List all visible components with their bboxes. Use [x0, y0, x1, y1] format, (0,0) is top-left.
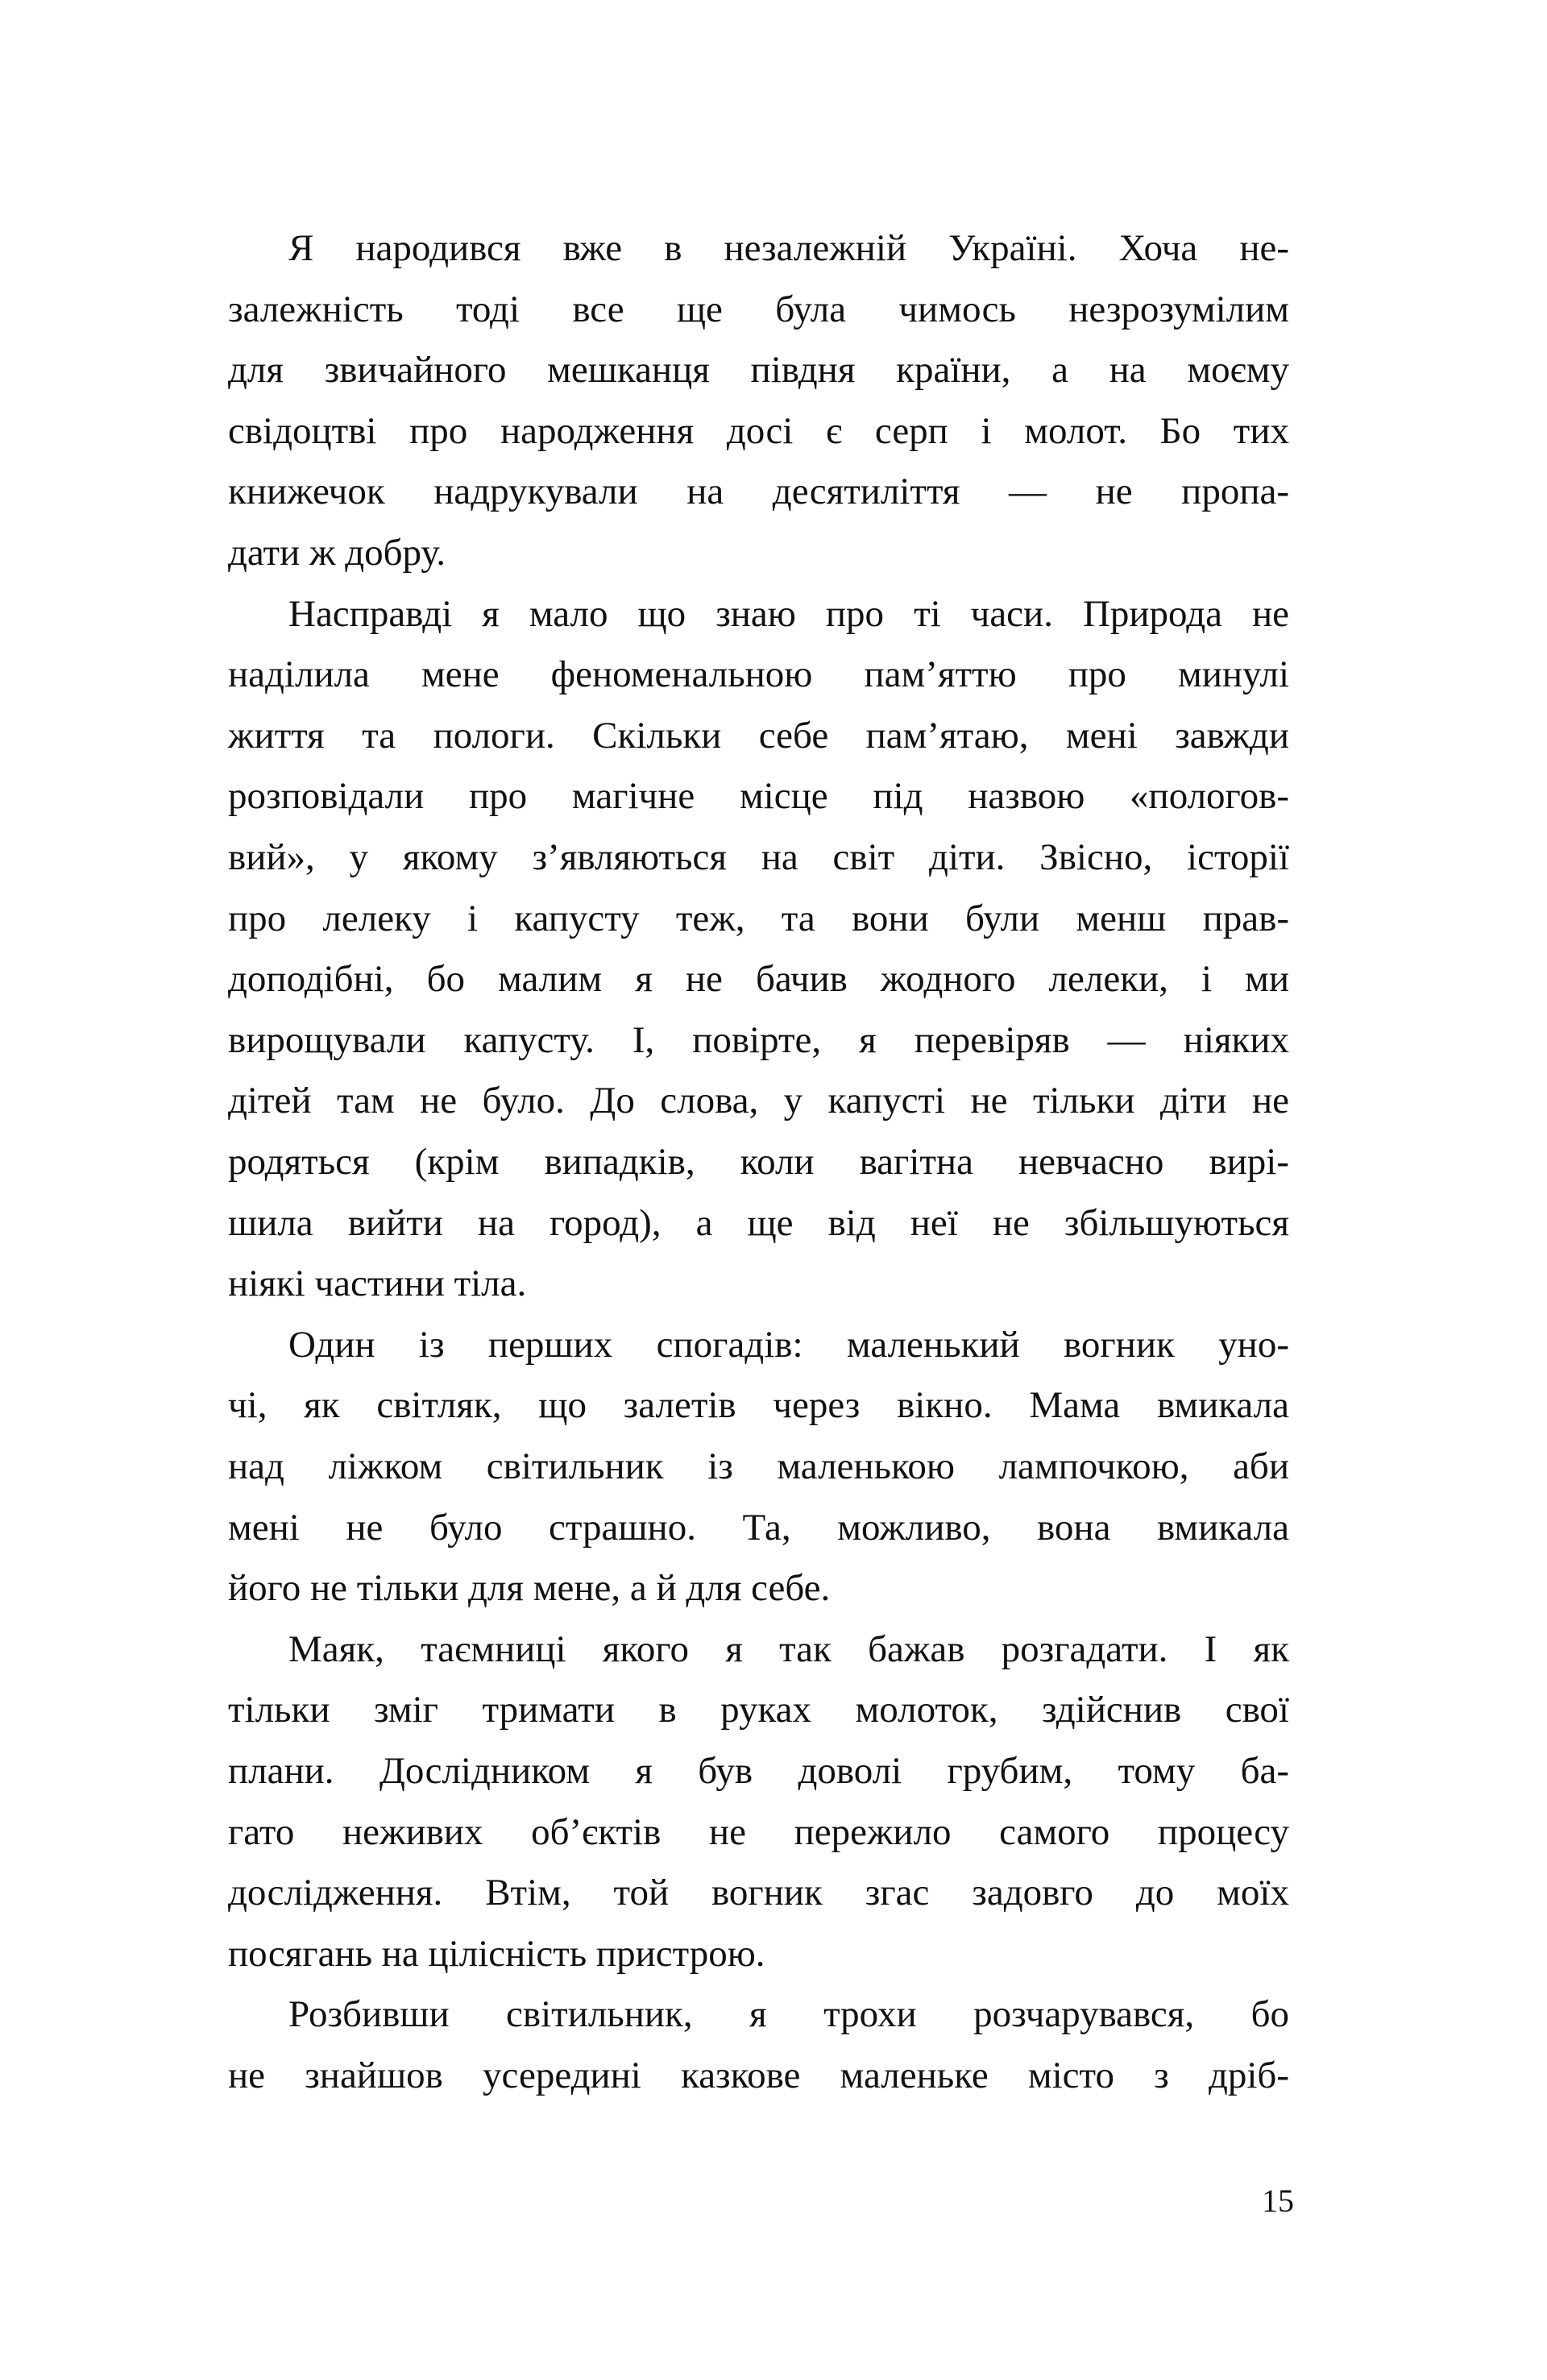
- text-line: гато неживих об’єктів не пережило самого процесу: [228, 1811, 1289, 1853]
- text-line: залежність тоді все ще була чимось незрозумілим: [228, 288, 1289, 330]
- text-line: книжечок надрукували на десятиліття — не пропа-: [228, 471, 1289, 512]
- text-line: дітей там не було. До слова, у капусті не тільки діти не: [228, 1080, 1289, 1122]
- text-line: тільки зміг тримати в руках молоток, здійснив свої: [228, 1689, 1289, 1731]
- text-line: ніякі частини тіла.: [228, 1263, 527, 1304]
- text-line: Насправді я мало що знаю про ті часи. Природа не: [288, 593, 1289, 635]
- text-line: доподібні, бо малим я не бачив жодного лелеки, і ми: [228, 958, 1289, 1000]
- text-line: вирощували капусту. І, повірте, я перевіряв — ніяких: [228, 1019, 1289, 1061]
- text-line: дослідження. Втім, той вогник згас задовго до моїх: [228, 1872, 1289, 1914]
- text-line: наділила мене феноменальною пам’яттю про минулі: [228, 653, 1289, 695]
- text-line: плани. Дослідником я був доволі грубим, тому ба-: [228, 1750, 1289, 1792]
- text-line: Маяк, таємниці якого я так бажав розгадати. І як: [288, 1628, 1289, 1670]
- text-line: розповідали про магічне місце під назвою «пологов-: [228, 775, 1289, 817]
- text-line: свідоцтві про народження досі є серп і молот. Бо тих: [228, 410, 1289, 452]
- text-line: Один із перших спогадів: маленький вогник уно-: [288, 1324, 1289, 1366]
- text-line: його не тільки для мене, а й для себе.: [228, 1567, 831, 1609]
- text-line: Розбивши світильник, я трохи розчарувався, бо: [288, 1993, 1289, 2035]
- text-line: чі, як світляк, що залетів через вікно. Мама вмикала: [228, 1384, 1289, 1426]
- text-line: для звичайного мешканця півдня країни, а на моєму: [228, 349, 1289, 391]
- text-line: родяться (крім випадків, коли вагітна невчасно вирі-: [228, 1141, 1289, 1183]
- text-line: Я народився вже в незалежній Україні. Хоча не-: [288, 227, 1289, 269]
- text-line: мені не було страшно. Та, можливо, вона вмикала: [228, 1507, 1289, 1549]
- text-line: не знайшов усередині казкове маленьке місто з дріб-: [228, 2055, 1289, 2096]
- text-line: над ліжком світильник із маленькою лампочкою, аби: [228, 1445, 1289, 1487]
- text-line: життя та пологи. Скільки себе пам’ятаю, мені завжди: [228, 715, 1289, 757]
- text-line: про лелеку і капусту теж, та вони були менш прав-: [228, 898, 1289, 939]
- text-line: шила вийти на город), а ще від неї не збільшуються: [228, 1202, 1289, 1244]
- page-number: 15: [1262, 2183, 1294, 2219]
- text-line: вий», у якому з’являються на світ діти. Звісно, історії: [228, 836, 1289, 878]
- text-line: посягань на цілісність пристрою.: [228, 1933, 765, 1975]
- text-line: дати ж добру.: [228, 532, 446, 574]
